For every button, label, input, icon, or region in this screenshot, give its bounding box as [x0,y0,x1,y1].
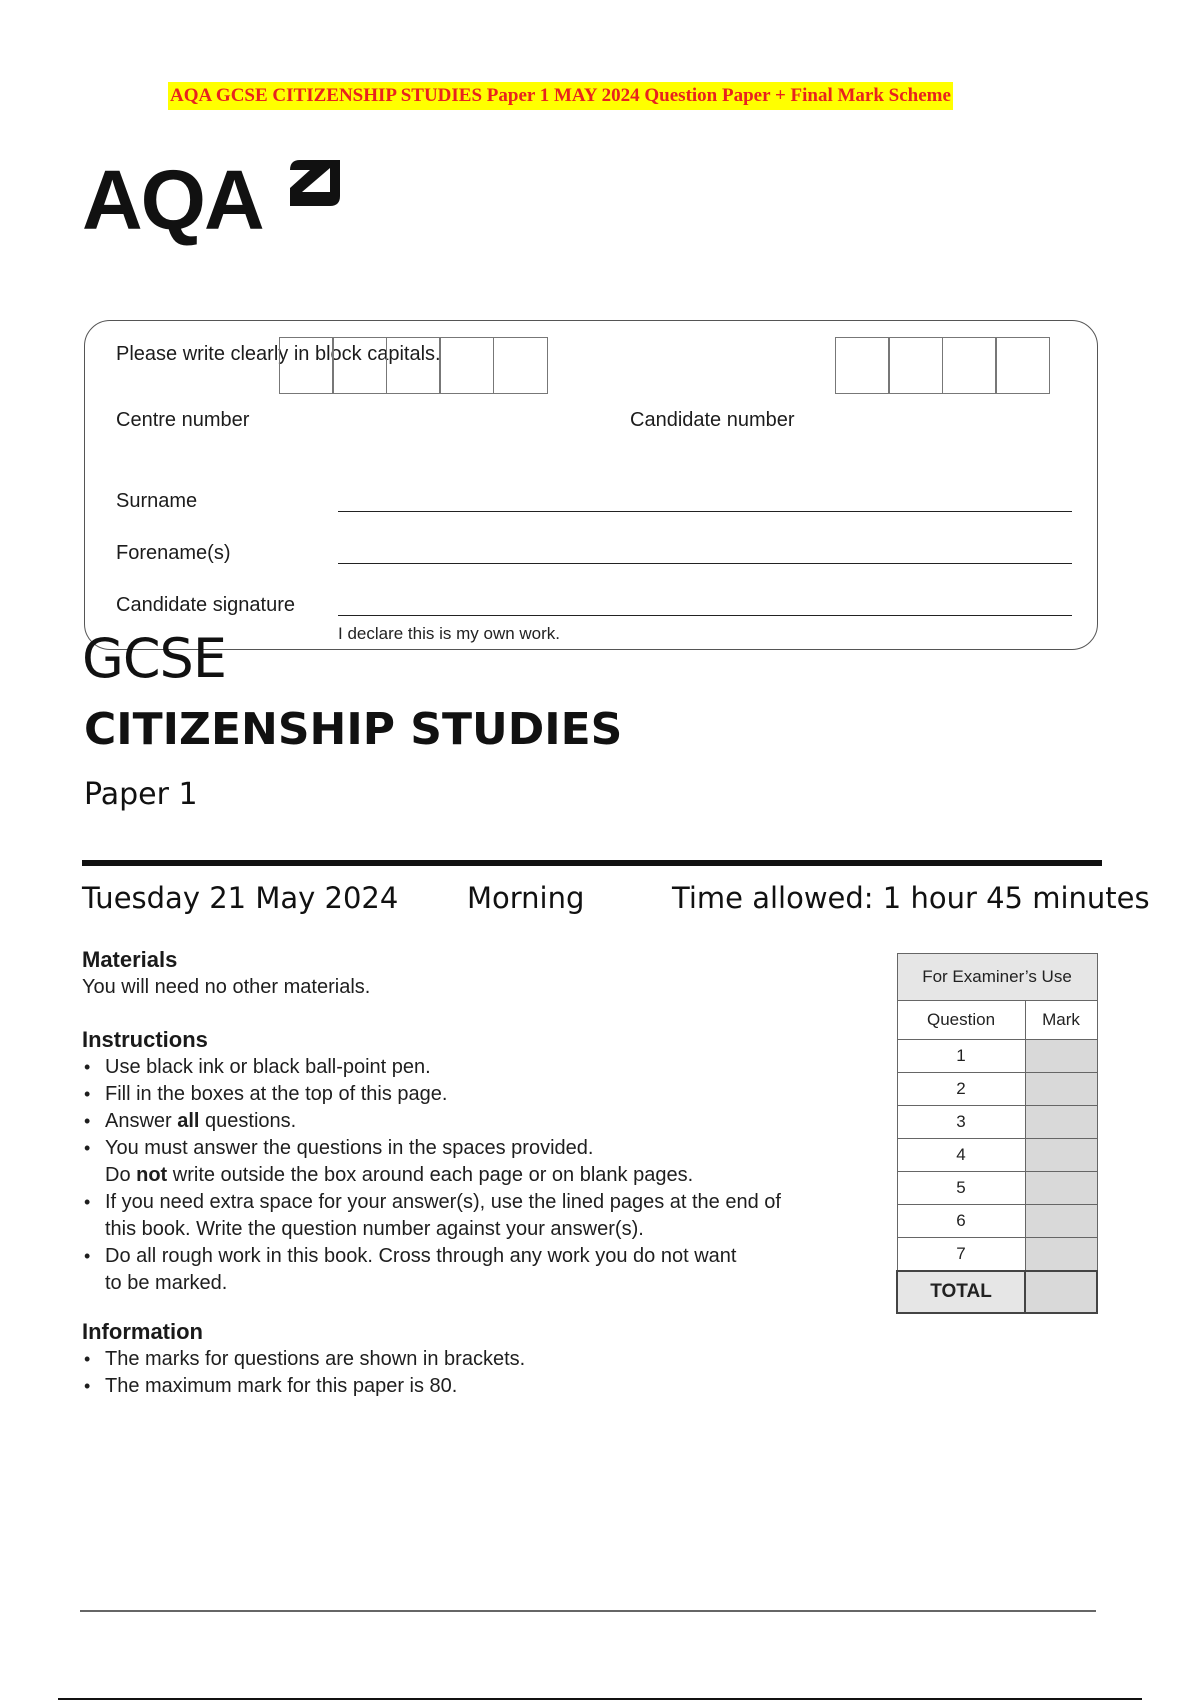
exam-date: Tuesday 21 May 2024 [82,881,399,915]
question-number: 5 [897,1172,1025,1205]
forename-field[interactable] [338,563,1072,564]
total-mark-cell [1025,1271,1097,1313]
candidate-number-digit-box[interactable] [995,337,1050,394]
centre-number-boxes [280,337,548,394]
title-divider [82,860,1102,866]
aqa-logo-text: AQA [82,153,263,247]
examiner-use-table [896,953,1098,1314]
candidate-number-label: Candidate number [630,409,795,431]
instruction-item: • Use black ink or black ball-point pen. [82,1054,882,1081]
question-number: 4 [897,1139,1025,1172]
materials-heading: Materials [82,947,178,972]
mark-column-header: Mark [1025,1001,1097,1040]
instruction-item: • If you need extra space for your answer(s), use the lined pages at the end of [82,1189,882,1216]
centre-number-digit-box[interactable] [493,337,548,394]
question-number: 2 [897,1073,1025,1106]
candidate-number-digit-box[interactable] [942,337,997,394]
instruction-item-continued: Do not write outside the box around each page or on blank pages. [105,1164,694,1186]
footer-divider [80,1610,1096,1612]
instructions-list [82,1054,882,1297]
centre-number-digit-box[interactable] [279,337,334,394]
question-number: 6 [897,1205,1025,1238]
mark-cell [1025,1040,1097,1073]
question-number: 7 [897,1238,1025,1272]
paper-title: Paper 1 [84,777,198,812]
surname-label: Surname [116,490,198,512]
mark-cell [1025,1139,1097,1172]
examiner-table-title: For Examiner’s Use [897,954,1097,1001]
instruction-item: • Answer all questions. [82,1108,882,1135]
surname-field[interactable] [338,511,1072,512]
centre-number-label: Centre number [116,409,250,431]
instruction-item-continued: to be marked. [105,1272,228,1294]
signature-label: Candidate signature [116,594,296,616]
exam-session: Morning [467,881,585,915]
centre-number-digit-box[interactable] [439,337,494,394]
instruction-item: • Fill in the boxes at the top of this page. [82,1081,882,1108]
information-item: • The maximum mark for this paper is 80. [82,1373,882,1400]
question-number: 3 [897,1106,1025,1139]
question-column-header: Question [897,1001,1025,1040]
instructions-heading: Instructions [82,1027,208,1052]
mark-cell [1025,1073,1097,1106]
total-label: TOTAL [897,1271,1025,1313]
block-capitals-instruction: Please write clearly in block capitals. [116,343,441,365]
aqa-logo-mark-icon [286,156,342,210]
declaration-text: I declare this is my own work. [338,624,561,643]
information-heading: Information [82,1319,203,1344]
centre-number-digit-box[interactable] [386,337,441,394]
centre-number-digit-box[interactable] [332,337,387,394]
mark-cell [1025,1205,1097,1238]
instruction-item: • Do all rough work in this book. Cross through any work you do not want [82,1243,882,1270]
mark-cell [1025,1172,1097,1205]
candidate-number-digit-box[interactable] [835,337,890,394]
signature-field[interactable] [338,615,1072,616]
document-banner: AQA GCSE CITIZENSHIP STUDIES Paper 1 MAY 2024 Question Paper + Final Mark Scheme [168,82,953,110]
candidate-number-digit-box[interactable] [888,337,943,394]
materials-text: You will need no other materials. [82,976,371,998]
subject-title: CITIZENSHIP STUDIES [84,704,623,755]
information-list [82,1346,882,1400]
time-allowed: Time allowed: 1 hour 45 minutes [672,881,1150,915]
instruction-item: • You must answer the questions in the spaces provided. [82,1135,882,1162]
candidate-number-boxes [836,337,1050,394]
mark-cell [1025,1106,1097,1139]
information-item: • The marks for questions are shown in brackets. [82,1346,882,1373]
question-number: 1 [897,1040,1025,1073]
qualification-level: GCSE [82,627,226,690]
instruction-item-continued: this book. Write the question number against your answer(s). [105,1218,644,1240]
mark-cell [1025,1238,1097,1272]
forename-label: Forename(s) [116,542,231,564]
